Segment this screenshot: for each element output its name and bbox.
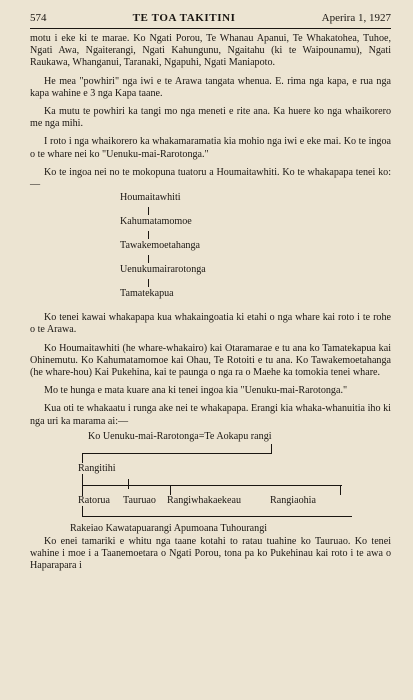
publication-title: TE TOA TAKITINI [132, 12, 236, 24]
genealogy-name: Houmaitawhiti [120, 192, 181, 204]
genealogy-connector [82, 453, 83, 463]
genealogy-name: Ratorua [78, 494, 110, 506]
genealogy-connector [148, 207, 149, 215]
genealogy-chart-vertical [30, 192, 391, 306]
genealogy-name: Rangiwhakaekeau [167, 494, 241, 506]
genealogy-connector [148, 231, 149, 239]
genealogy-connector [148, 279, 149, 287]
paragraph: Ko tenei kawai whakapapa kua whakaingoatia ki etahi o nga whare kai roto i te rohe o te Arawa. [30, 312, 391, 336]
genealogy-connector [340, 485, 341, 495]
page-header [30, 12, 391, 29]
genealogy-name: Tauruao [123, 494, 156, 506]
genealogy-connector [271, 444, 272, 454]
paragraph: Ka mutu te powhiri ka tangi mo nga meneti e rite ana. Ka huere ko nga whaikorero me nga mihi. [30, 106, 391, 130]
paragraph: I roto i nga whaikorero ka whakamaramatia kia mohio nga iwi e eke mai. Ko te ingoa o te whare nei ko "Uenuku-mai-Rarotonga." [30, 136, 391, 160]
issue-date: Aperira 1, 1927 [321, 12, 391, 24]
paragraph: Kua oti te whakaatu i runga ake nei te whakapapa. Erangi kia whaka-whanuitia iho ki nga uri ka marama ai:— [30, 403, 391, 427]
genealogy-connector [148, 255, 149, 263]
genealogy-name: Rangitihi [78, 462, 116, 474]
paragraph: Ko te ingoa nei no te mokopuna tuatoru a Houmaitawhiti. Ko te whakapapa tenei ko:— [30, 166, 391, 191]
genealogy-connector [82, 453, 272, 454]
genealogy-connector [170, 485, 171, 495]
genealogy-name: Rangiaohia [270, 494, 316, 506]
genealogy-connector [128, 479, 129, 489]
paragraph: motu i eke ki te marae. Ko Ngati Porou, Te Whanau Apanui, Te Whakatohea, Tuhoe, Ngati Awa, Ngaiterangi, Ngati Kahungunu, Ngaitahu (ki te Waipounamu), Ngati Raukawa, Whanganui, Taranaki, Ngapuhi, Ngati Maniapoto. [30, 33, 391, 69]
genealogy-connector [82, 506, 83, 516]
page-number: 574 [30, 12, 47, 24]
genealogy-chart-family-tree [30, 429, 391, 523]
genealogy-connector [82, 485, 342, 486]
paragraph: Mo te hunga e mata kuare ana ki tenei ingoa kia "Uenuku-mai-Rarotonga." [44, 385, 348, 397]
genealogy-name: Kahumatamomoe [120, 216, 192, 228]
paragraph: He mea "powhiri" nga iwi e te Arawa tangata whenua. E. rima nga kapa, e rua nga kapa wahine e 3 nga Kapa taane. [30, 75, 391, 99]
genealogy-couple: Ko Uenuku-mai-Rarotonga=Te Aokapu rangi [88, 430, 272, 442]
genealogy-row: Rakeiao Kawatapuarangi Apumoana Tuhourangi [70, 522, 268, 534]
paragraph: Ko enei tamariki e whitu nga taane kotahi to ratau tuahine ko Tauruao. Ko tenei wahine i moe i a Taanemoetara o Ngati Porou, tona pa ko Pukehinau kai roto i te awa o Haparapara i [30, 536, 391, 572]
genealogy-connector [82, 516, 352, 517]
genealogy-name: Tawakemoetahanga [120, 240, 201, 252]
genealogy-name: Tamatekapua [120, 288, 174, 300]
paragraph: Ko Houmaitawhiti (he whare-whakairo) kai Otaramarae e tu ana ko Tamatekapua kai Ohinemutu. Ko Kahumatamomoe kai Ohau, Te Rotoiti e tu ana. Ko Tawakemoetahanga (he whare-hou) Kai Pukehina, kai te paunga o nga ra o Maehe ka tomokia tenei whare. [30, 342, 391, 379]
genealogy-name: Uenukumairarotonga [120, 264, 206, 276]
